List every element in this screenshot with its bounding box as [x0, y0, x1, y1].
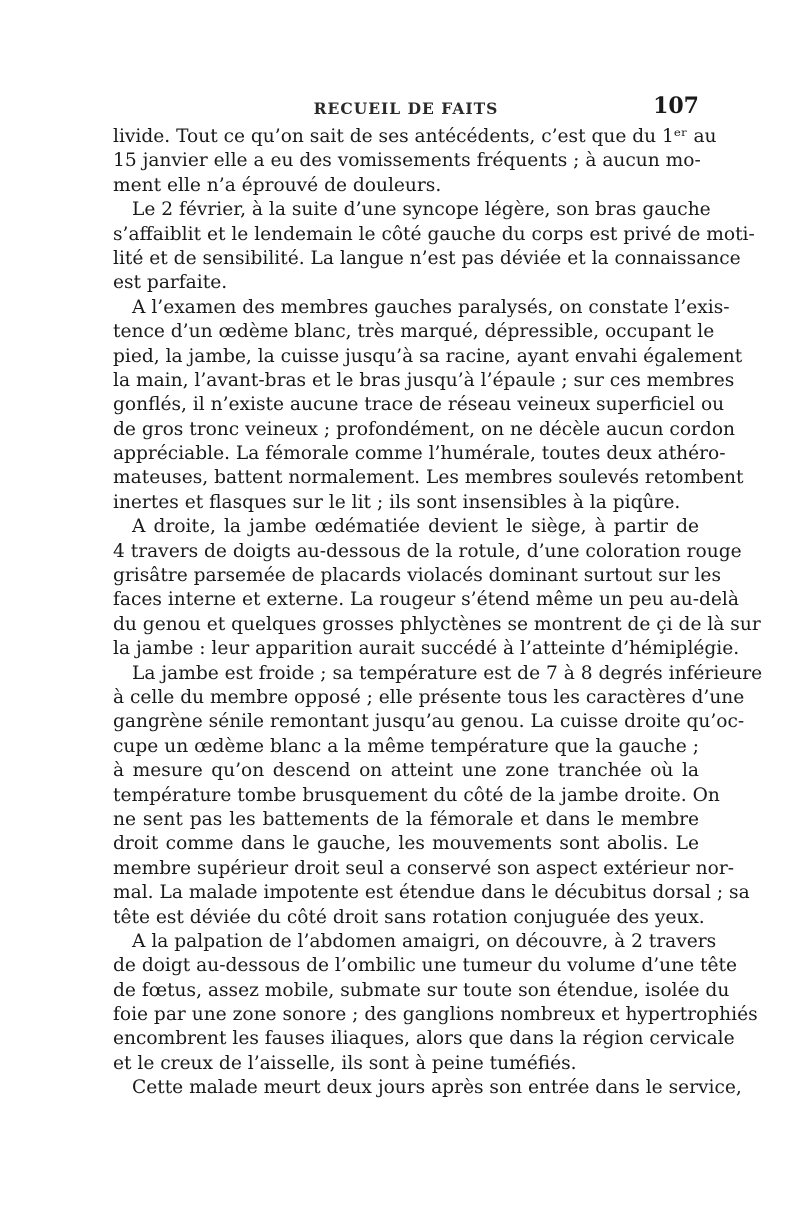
text-line: lité et de sensibilité. La langue n’est pas déviée et la connaissance [113, 247, 741, 269]
text-line: de fœtus, assez mobile, submate sur toute son étendue, isolée du [113, 979, 730, 1001]
text-line: est parfaite. [113, 272, 228, 294]
text-line: Le 2 février, à la suite d’une syncope légère, son bras gauche [132, 199, 711, 221]
text-line: grisâtre parsemée de placards violacés dominant surtout sur les [113, 565, 721, 587]
text-line: la jambe : leur apparition aurait succédé à l’atteinte d’hémiplégie. [113, 638, 740, 660]
running-head [113, 95, 699, 123]
text-line: température tombe brusquement du côté de la jambe droite. On [113, 784, 720, 806]
text-line: appréciable. La fémorale comme l’humérale, toutes deux athéro- [113, 443, 726, 465]
text-line: membre supérieur droit seul a conservé son aspect extérieur nor- [113, 857, 735, 879]
text-line: Cette malade meurt deux jours après son entrée dans le service, [132, 1077, 742, 1099]
text-line: la main, l’avant-bras et le bras jusqu’à l’épaule ; sur ces membres [113, 369, 735, 391]
text-line: tence d’un œdème blanc, très marqué, dépressible, occupant le [113, 321, 715, 343]
text-line: de gros tronc veineux ; profondément, on ne décèle aucun cordon [113, 418, 735, 440]
text-line: La jambe est froide ; sa température est de 7 à 8 degrés inférieure [132, 662, 763, 684]
text-line: inertes et flasques sur le lit ; ils sont insensibles à la piqûre. [113, 491, 681, 513]
text-line: à celle du membre opposé ; elle présente tous les caractères d’une [113, 686, 745, 708]
text-line: encombrent les fauses iliaques, alors que dans la région cervicale [113, 1028, 735, 1050]
text-line: à mesure qu’on descend on atteint une zone tranchée où la [113, 760, 699, 782]
text-line: s’affaiblit et le lendemain le côté gauche du corps est privé de moti- [113, 223, 755, 245]
text-line: A la palpation de l’abdomen amaigri, on découvre, à 2 travers [132, 930, 717, 952]
text-line: tête est déviée du côté droit sans rotation conjuguée des yeux. [113, 906, 705, 928]
body-text [113, 125, 763, 1101]
text-line: 4 travers de doigts au-dessous de la rotule, d’une coloration rouge [113, 540, 742, 562]
text-line: 15 janvier elle a eu des vomissements fréquents ; à aucun mo- [113, 150, 701, 172]
text-line: foie par une zone sonore ; des ganglions nombreux et hypertrophiés [113, 1004, 758, 1026]
text-line: cupe un œdème blanc a la même température que la gauche ; [113, 735, 699, 757]
text-line: pied, la jambe, la cuisse jusqu’à sa racine, ayant envahi également [113, 345, 743, 367]
text-line: livide. Tout ce qu’on sait de ses antécédents, c’est que du 1ᵉʳ au [113, 126, 717, 147]
text-line: gangrène sénile remontant jusqu’au genou. La cuisse droite qu’oc- [113, 711, 745, 733]
text-line: A droite, la jambe œdématiée devient le siège, à partir de [132, 516, 699, 538]
text-line: ne sent pas les battements de la fémorale et dans le membre [113, 808, 699, 830]
text-line: droit comme dans le gauche, les mouvements sont abolis. Le [113, 833, 699, 855]
book-page [113, 93, 763, 1101]
running-title: RECUEIL DE FAITS [313, 99, 499, 118]
text-line: de doigt au-dessous de l’ombilic une tumeur du volume d’une tête [113, 955, 737, 977]
text-line: faces interne et externe. La rougeur s’étend même un peu au-delà [113, 589, 739, 611]
text-line: du genou et quelques grosses phlyctènes se montrent de çi de là sur [113, 613, 761, 635]
page-number: 107 [653, 93, 699, 119]
text-line: gonflés, il n’existe aucune trace de réseau veineux superficiel ou [113, 394, 725, 416]
text-line: A l’examen des membres gauches paralysés, on constate l’exis- [132, 296, 730, 318]
text-line: mateuses, battent normalement. Les membres soulevés retombent [113, 467, 744, 489]
text-line: mal. La malade impotente est étendue dans le décubitus dorsal ; sa [113, 882, 750, 904]
text-line: ment elle n’a éprouvé de douleurs. [113, 174, 442, 196]
text-line: et le creux de l’aisselle, ils sont à peine tuméfiés. [113, 1052, 577, 1074]
